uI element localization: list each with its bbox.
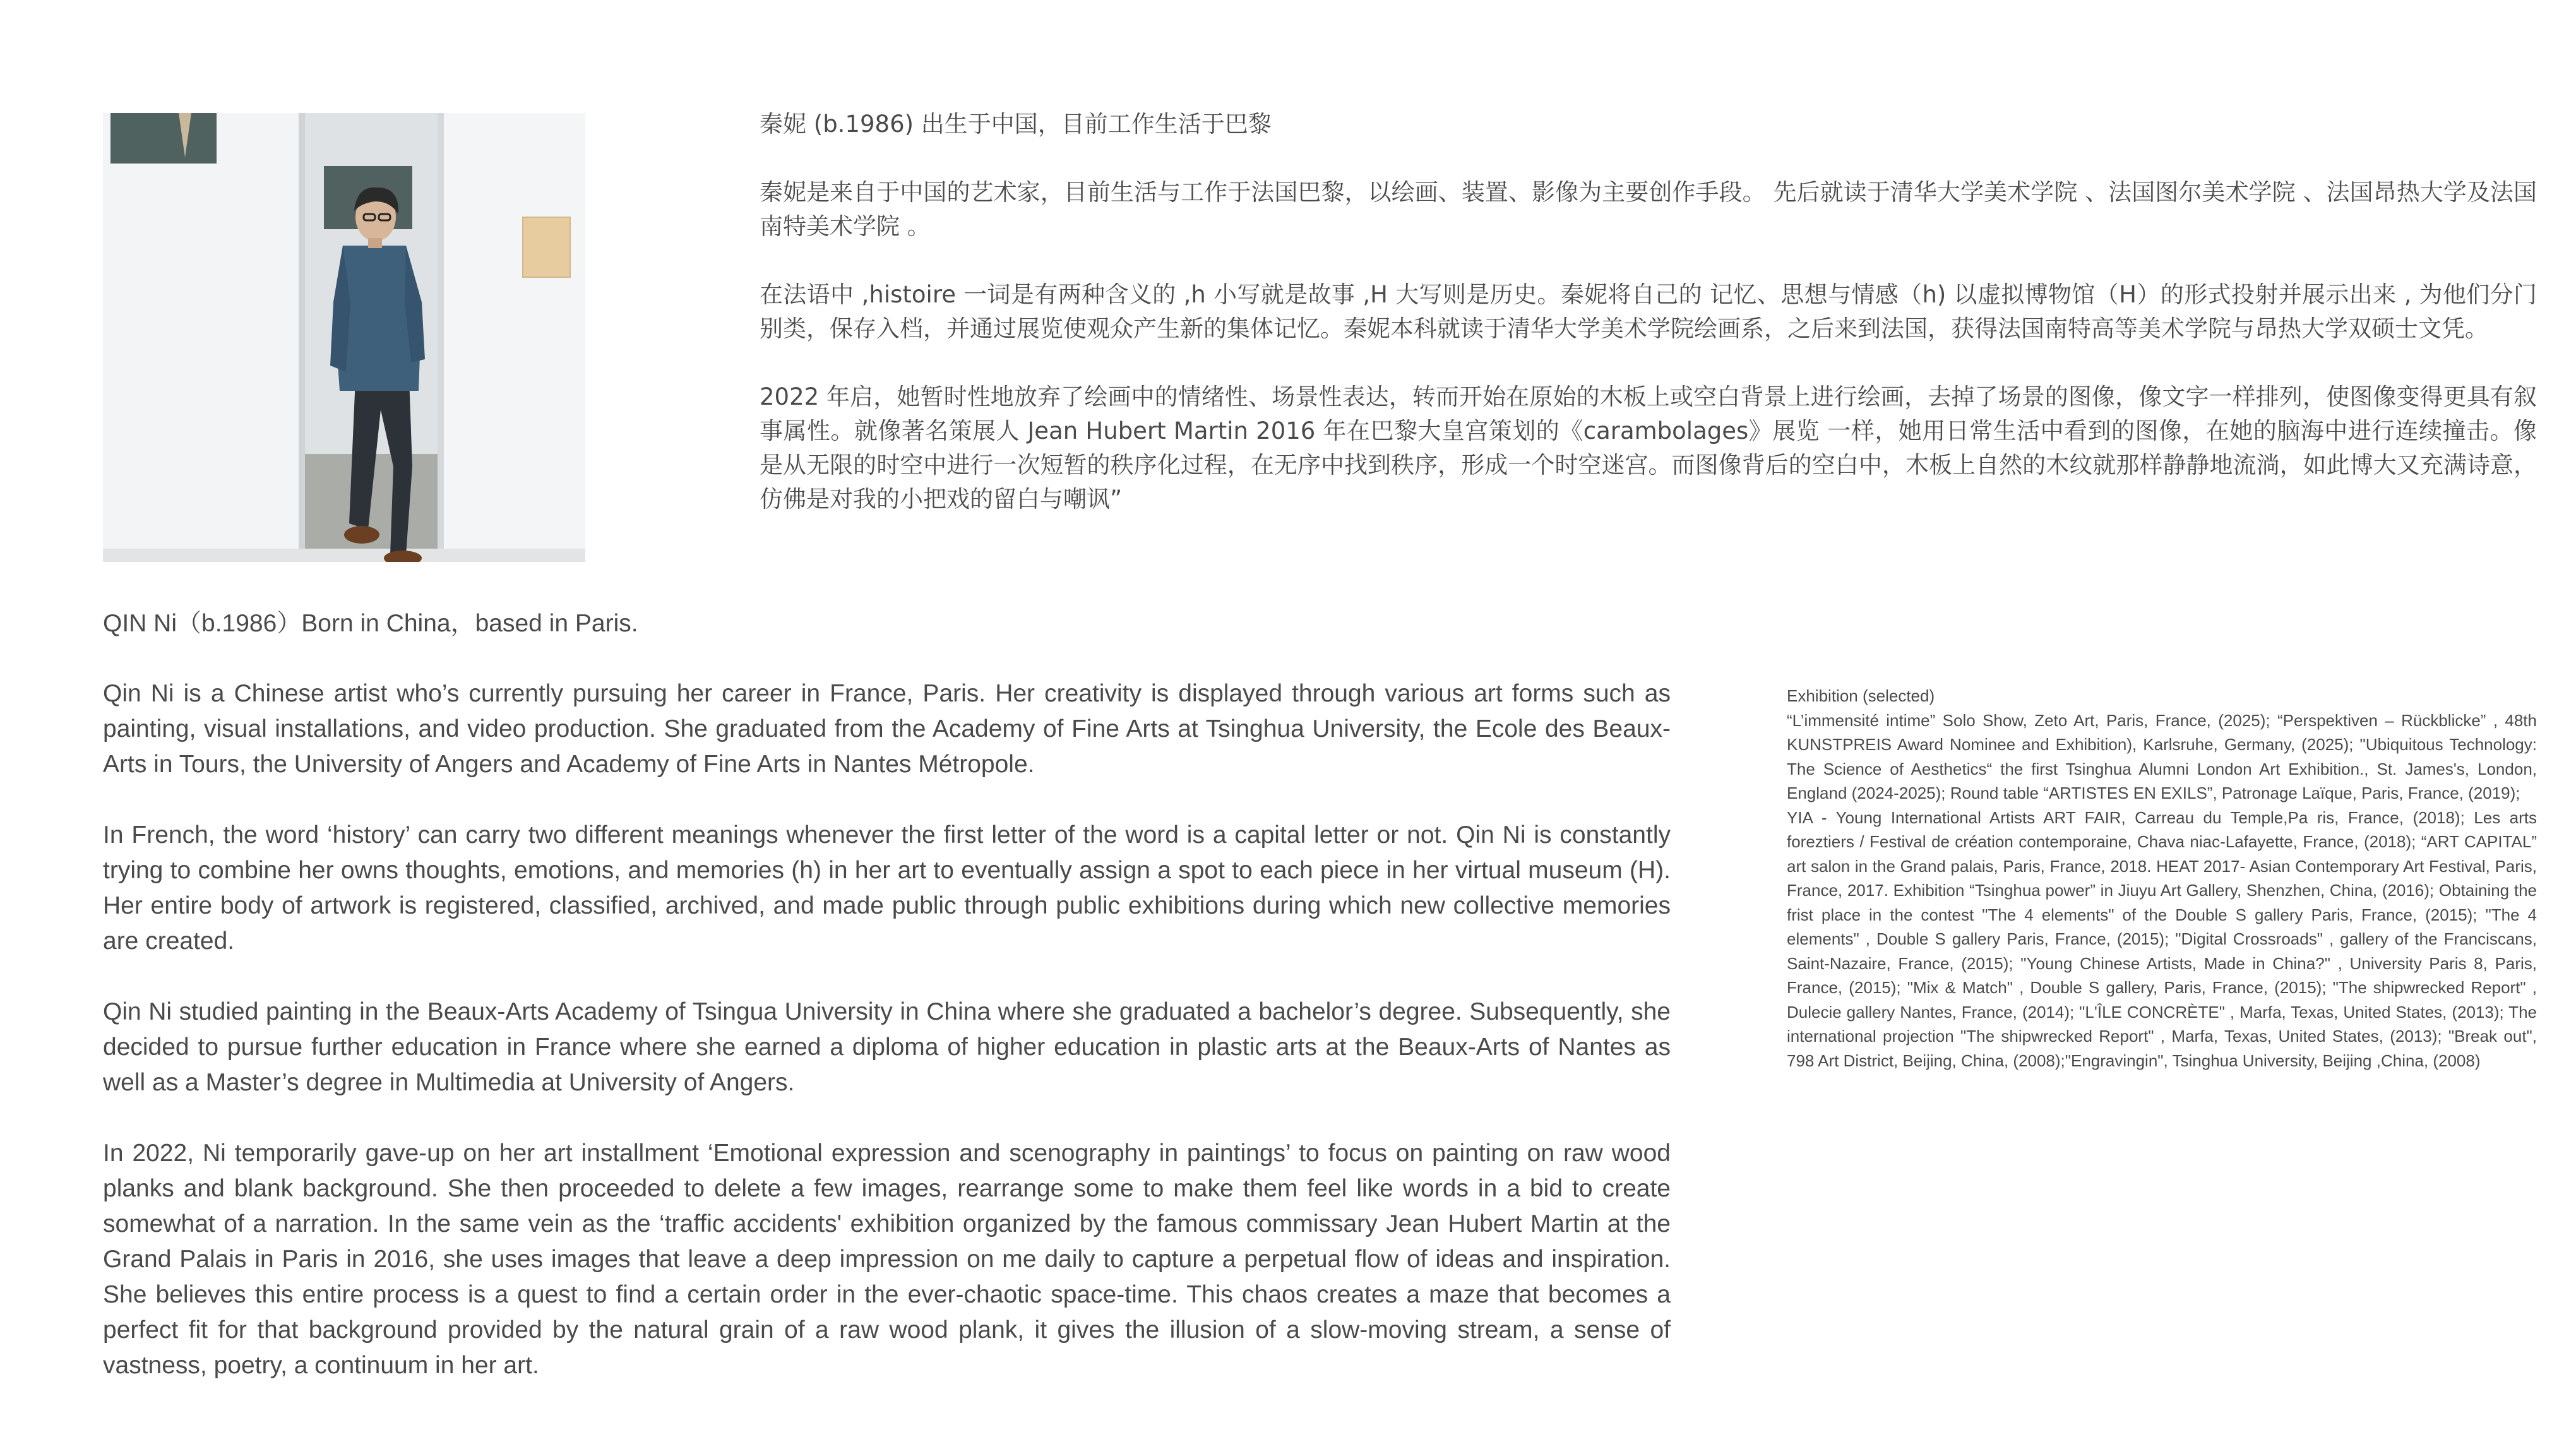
artist-portrait-photo [103, 113, 585, 562]
artist-portrait-image [103, 113, 585, 562]
english-bio-paragraph: Qin Ni studied painting in the Beaux-Arts Academy of Tsingua University in China where she graduated a bachelor’s degree. Subsequently, she decided to pursue further education in France where she earned a diploma of higher education in plastic arts at the Beaux-Arts of Nantes as well as a Master’s degree in Multimedia at University of Angers. [103, 998, 1671, 1096]
english-bio-heading: QIN Ni（b.1986）Born in China，based in Paris. [103, 610, 638, 637]
exhibitions-heading: Exhibition (selected) [1787, 686, 1935, 705]
chinese-bio [760, 107, 2537, 551]
chinese-bio-paragraph: 秦妮是来自于中国的艺术家，目前生活与工作于法国巴黎，以绘画、装置、影像为主要创作手段。 先后就读于清华大学美术学院 、法国图尔美术学院 、法国昂热大学及法国南特美术学院 。 [760, 179, 2537, 240]
chinese-bio-paragraph: 在法语中 ,histoire 一词是有两种含义的 ,h 小写就是故事 ,H 大写则是历史。秦妮将自己的 记忆、思想与情感（h) 以虚拟博物馆（H）的形式投射并展示出来 , 为他们分门别类，保存入档，并通过展览使观众产生新的集体记忆。秦妮本科就读于清华大学美术学院绘画系，之后来到法国，获得法国南特高等美术学院与昂热大学双硕士文凭。 [760, 281, 2537, 342]
exhibitions-paragraph: “L’immensité intime” Solo Show, Zeto Art, Paris, France, (2025); “Perspektiven – Rückblicke” , 48th KUNSTPREIS Award Nominee and Exhibition), Karlsruhe, Germany, (2025); "Ubiquitous Technology: The Science of Aesthetics“ the first Tsinghua Alumni London Art Exhibition., St. James's, London, England (2024-2025); Round table “ARTISTES EN EXILS”, Patronage Laïque, Paris, France, (2019); [1787, 710, 2537, 802]
english-bio-paragraph: In French, the word ‘history’ can carry two different meanings whenever the first letter of the word is a capital letter or not. Qin Ni is constantly trying to combine her owns thoughts, emotions, and memories (h) in her art to eventually assign a spot to each piece in her virtual museum (H). Her entire body of artwork is registered, classified, archived, and made public through public exhibitions during which new collective memories are created. [103, 821, 1671, 955]
english-bio-paragraph: Qin Ni is a Chinese artist who’s currently pursuing her career in France, Paris. Her creativity is displayed through various art forms such as painting, visual installations, and video production. She graduated from the Academy of Fine Arts at Tsinghua University, the Ecole des Beaux-Arts in Tours, the University of Angers and Academy of Fine Arts in Nantes Métropole. [103, 680, 1671, 778]
english-bio [103, 676, 1671, 1419]
english-bio-paragraph: In 2022, Ni temporarily gave-up on her art installment ‘Emotional expression and scenography in paintings’ to focus on painting on raw wood planks and blank background. She then proceeded to delete a few images, rearrange some to make them feel like words in a bid to create somewhat of a narration. In the same vein as the ‘traffic accidents' exhibition organized by the famous commissary Jean Hubert Martin at the Grand Palais in Paris in 2016, she uses images that leave a deep impression on me daily to capture a perpetual flow of ideas and inspiration. She believes this entire process is a quest to find a certain order in the ever-chaotic space-time. This chaos creates a maze that becomes a perfect fit for that background provided by the natural grain of a raw wood plank, it gives the illusion of a slow-moving stream, a sense of vastness, poetry, a continuum in her art. [103, 1140, 1671, 1379]
chinese-bio-title: 秦妮 (b.1986) 出生于中国，目前工作生活于巴黎 [760, 110, 1272, 138]
exhibitions-paragraph: YIA - Young International Artists ART FAIR, Carreau du Temple,Pa ris, France, (2018); Les arts foreztiers / Festival de création contemporaine, Chava niac-Lafayette, France, (2018); “ART CAPITAL” art salon in the Grand palais, Paris, France, 2018. HEAT 2017- Asian Contemporary Art Festival, Paris, France, 2017. Exhibition “Tsinghua power” in Jiuyu Art Gallery, Shenzhen, China, (2016); Obtaining the frist place in the contest "The 4 elements" of the Double S gallery Paris, France, (2015); "The 4 elements" , Double S gallery Paris, France, (2015); "Digital Crossroads" , gallery of the Franciscans, Saint-Nazaire, France, (2015); "Young Chinese Artists, Made in China?" , University Paris 8, Paris, France, (2015); "Mix & Match" , Double S gallery, Paris, France, (2015); "The shipwrecked Report" , Dulecie gallery Nantes, France, (2014); "L'ÎLE CONCRÈTE" , Marfa, Texas, United States, (2013); The international projection "The shipwrecked Report" , Marfa, Texas, United States, (2013); "Break out", 798 Art District, Beijing, China, (2008);"Engravingin", Tsinghua University, Beijing ,China, (2008) [1787, 808, 2537, 1070]
exhibitions-list [1787, 684, 2537, 1073]
chinese-bio-paragraph: 2022 年启，她暂时性地放弃了绘画中的情绪性、场景性表达，转而开始在原始的木板上或空白背景上进行绘画，去掉了场景的图像，像文字一样排列，使图像变得更具有叙事属性。就像著名策展人 Jean Hubert Martin 2016 年在巴黎大皇宫策划的《carambolages》展览 一样，她用日常生活中看到的图像，在她的脑海中进行连续撞击。像是从无限的时空中进行一次短暂的秩序化过程，在无序中找到秩序，形成一个时空迷宫。而图像背后的空白中，木板上自然的木纹就那样静静地流淌，如此博大又充满诗意，仿佛是对我的小把戏的留白与嘲讽” [760, 383, 2537, 513]
